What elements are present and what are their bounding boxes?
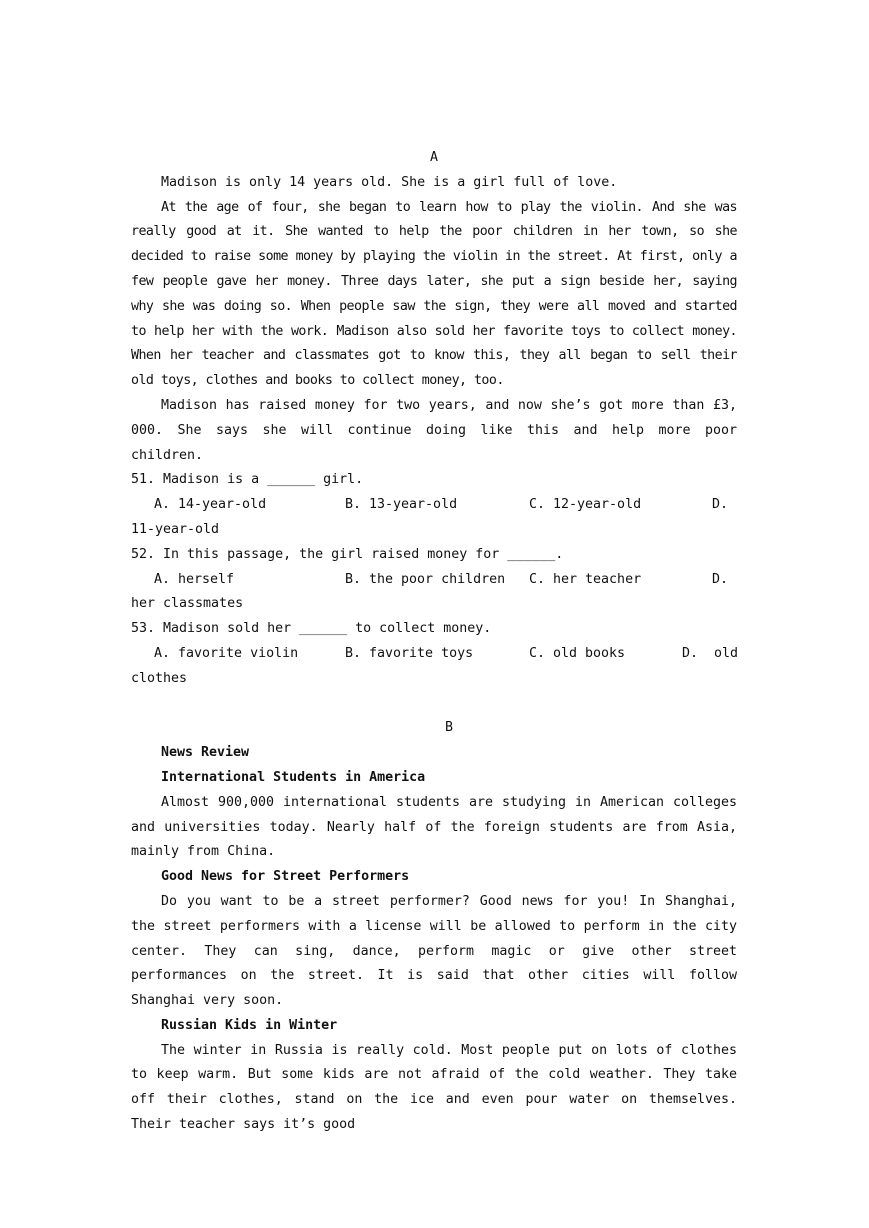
question-53-stem: 53. Madison sold her ______ to collect money.: [131, 621, 492, 637]
option-d-text: clothes: [131, 670, 188, 686]
article-heading-international-students: International Students in America: [161, 769, 426, 785]
option-c[interactable]: C. old books: [529, 645, 626, 661]
option-b[interactable]: B. 13-year-old: [345, 497, 458, 513]
question-51-options: [131, 493, 737, 518]
section-a-label: A: [429, 150, 438, 165]
option-b[interactable]: B. favorite toys: [345, 645, 474, 661]
option-b[interactable]: B. the poor children: [345, 571, 506, 587]
article-heading-street-performers: Good News for Street Performers: [161, 869, 410, 885]
paragraph-a3: Madison has raised money for two years, and now she’s got more than £3, 000. She says she will continue doing like this and help more poor children.: [131, 397, 737, 463]
article-body-street-performers: Do you want to be a street performer? Good news for you! In Shanghai, the street performers with a license will be allowed to perform in the city center. They can sing, dance, perform magic or give other street performances on the street. It is said that other cities will follow Shanghai very soon.: [131, 893, 737, 1009]
article-body-international-students: Almost 900,000 international students are studying in American colleges and universities today. Nearly half of the foreign students are from Asia, mainly from China.: [131, 794, 737, 860]
option-a[interactable]: A. favorite violin: [154, 645, 299, 661]
option-d-label[interactable]: D.: [712, 571, 729, 587]
article-heading-russian-kids: Russian Kids in Winter: [161, 1017, 338, 1033]
article-body-russian-kids: The winter in Russia is really cold. Most people put on lots of clothes to keep warm. But some kids are not afraid of the cold weather. They take off their clothes, stand on the ice and even pour water on themselves. Their teacher says it’s good: [131, 1042, 737, 1133]
question-51-stem: 51. Madison is a ______ girl.: [131, 472, 364, 488]
paragraph-a1: Madison is only 14 years old. She is a girl full of love.: [161, 174, 618, 190]
option-d-label[interactable]: D. old: [682, 645, 739, 661]
section-gap: [131, 692, 737, 717]
option-d-text: 11-year-old: [131, 521, 220, 537]
section-b-label: B: [444, 720, 453, 736]
paragraph-a2: At the age of four, she began to learn how to play the violin. And she was really good at it. She wanted to help the poor children in her town, so she decided to raise some money by playing the violin in the street. At first, only a few people gave her money. Three days later, she put a sign beside her, saying why she was doing so. When people saw the sign, they were all moved and started to help her with the work. Madison also sold her favorite toys to collect money. When her teacher and classmates got to know this, they all began to sell their old toys, clothes and books to collect money, too.: [131, 199, 737, 389]
option-a[interactable]: A. herself: [154, 571, 235, 587]
question-53-options: [131, 642, 737, 667]
option-d-label[interactable]: D.: [712, 497, 729, 513]
option-a[interactable]: A. 14-year-old: [154, 497, 267, 513]
document-page: [131, 146, 737, 1138]
option-d-text: her classmates: [131, 596, 244, 612]
news-review-title: News Review: [161, 745, 250, 761]
option-c[interactable]: C. 12-year-old: [529, 497, 642, 513]
question-52-options: [131, 568, 737, 593]
question-52-stem: 52. In this passage, the girl raised money for ______.: [131, 546, 564, 562]
option-c[interactable]: C. her teacher: [529, 571, 642, 587]
